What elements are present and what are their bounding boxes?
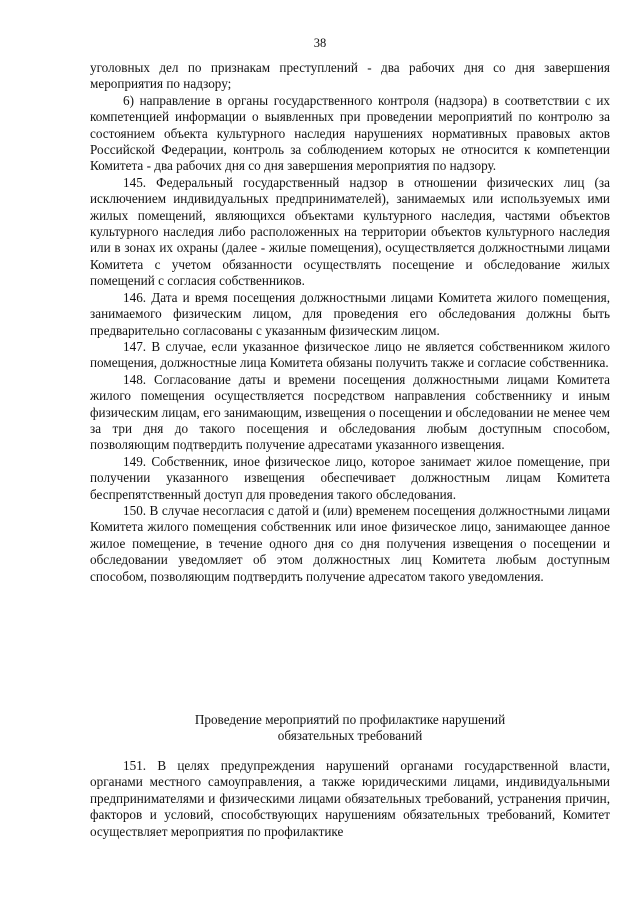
document-body-top — [90, 60, 610, 585]
paragraph-150: 150. В случае несогласия с датой и (или) временем посещения должностными лицами Комитета жилого помещения собственник или иное физическое лицо, занимающее данное жилое помещение, в течение одного дня со дня получения извещения о посещении и обследовании уведомляет об этом должностных лиц Комитета любым доступным способом, позволяющим подтвердить получение адресатом такого уведомления. — [90, 502, 610, 584]
paragraph-continuation: уголовных дел по признакам преступлений - два рабочих дня со дня завершения мероприятия по надзору; — [90, 60, 610, 92]
paragraph-item-6: 6) направление в органы государственного контроля (надзора) в соответствии с их компетенцией информации о выявленных при проведении мероприятий по контролю за состоянием объекта культурного наследия нарушениях нормативных правовых актов Российской Федерации, контроль за соблюдением которых не относится к компетенции Комитета - два рабочих дня со дня завершения мероприятия по надзору. — [90, 92, 610, 174]
paragraph-146: 146. Дата и время посещения должностными лицами Комитета жилого помещения, занимаемого физическим лицом, для проведения его обследования должны быть предварительно согласованы с указанным физическим лицом. — [90, 289, 610, 338]
page-number: 38 — [313, 36, 327, 50]
paragraph-149: 149. Собственник, иное физическое лицо, которое занимает жилое помещение, при получении указанного извещения обеспечивает должностным лицам Комитета беспрепятственный доступ для проведения такого обследования. — [90, 453, 610, 502]
paragraph-148: 148. Согласование даты и времени посещения должностными лицами Комитета жилого помещения осуществляется посредством направления собственнику и иным физическим лицам, его занимающим, извещения о посещении и обследовании не менее чем за три дня до такого посещения и обследования любым доступным способом, позволяющим подтвердить получение адресатами указанного извещения. — [90, 371, 610, 453]
section-heading-line-2: обязательных требований — [277, 728, 423, 744]
paragraph-151: 151. В целях предупреждения нарушений органами государственной власти, органами местного самоуправления, а также юридическими лицами, индивидуальными предпринимателями и физическими лицами обязательных требований, устранения причин, факторов и условий, способствующих нарушениям обязательных требований, Комитет осуществляет мероприятия по профилактике — [90, 758, 610, 839]
section-heading — [90, 712, 610, 745]
paragraph-147: 147. В случае, если указанное физическое лицо не является собственником жилого помещения, должностные лица Комитета обязаны получить также и согласие собственника. — [90, 338, 610, 371]
document-body-bottom — [90, 758, 610, 840]
paragraph-145: 145. Федеральный государственный надзор в отношении физических лиц (за исключением индивидуальных предпринимателей), занимаемых или используемых ими жилых помещений, являющихся объектами культурного наследия, частями объектов культурного наследия либо расположенных на территории объектов культурного наследия или в зонах их охраны (далее - жилые помещения), осуществляется должностными лицами Комитета с учетом обязанности осуществлять посещение и обследование жилых помещений с согласия собственников. — [90, 174, 610, 289]
section-heading-line-1: Проведение мероприятий по профилактике нарушений — [194, 712, 506, 727]
